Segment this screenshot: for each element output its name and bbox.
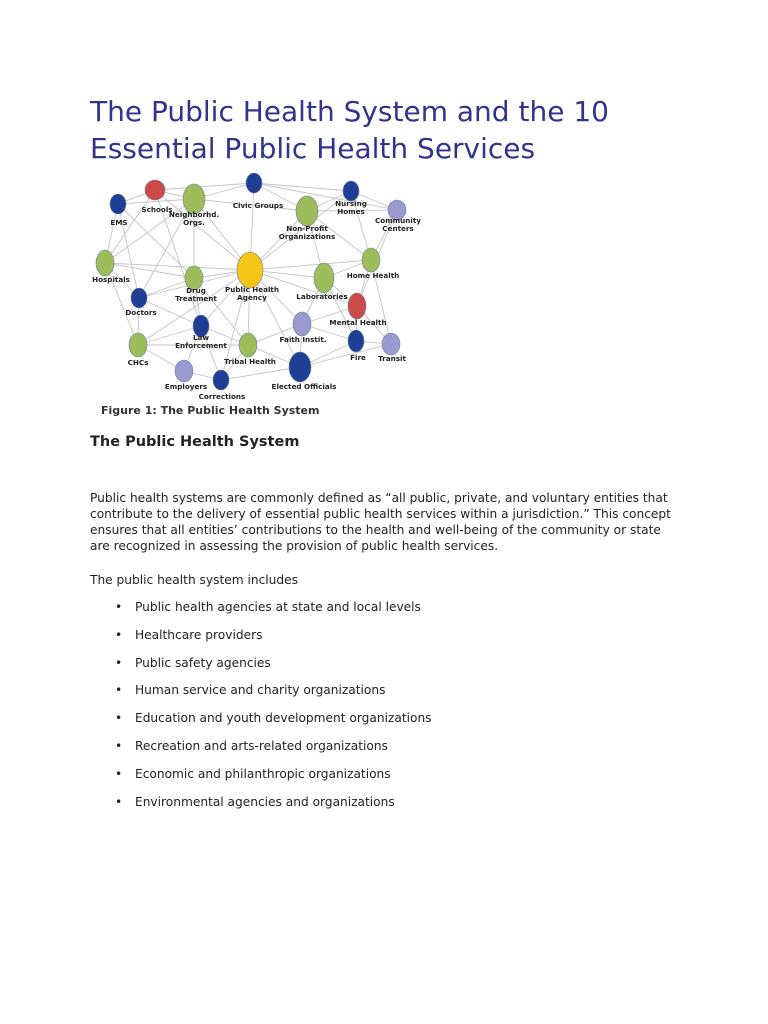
node-label-schools: Schools <box>141 205 173 214</box>
bullet-icon: • <box>115 683 123 698</box>
node-chcs <box>129 333 147 357</box>
node-doctors <box>131 288 147 308</box>
node-tribal <box>239 333 257 357</box>
bullet-icon: • <box>115 738 123 753</box>
list-item <box>90 599 432 627</box>
list-intro: The public health system includes <box>90 573 298 587</box>
node-label-hospitals: Hospitals <box>92 275 130 284</box>
list-item-text: Education and youth development organizations <box>135 711 432 726</box>
list-item <box>90 710 432 738</box>
node-label-fire: Fire <box>350 353 366 362</box>
node-label-civic: Civic Groups <box>232 201 284 210</box>
node-ems <box>110 194 126 214</box>
list-item <box>90 738 432 766</box>
entity-list <box>90 599 432 821</box>
node-label-tribal: Tribal Health <box>224 357 276 366</box>
node-civic <box>246 173 262 193</box>
node-label-ems: EMS <box>110 218 128 227</box>
network-edge <box>221 367 300 380</box>
list-item <box>90 627 432 655</box>
list-item-text: Public health agencies at state and local levels <box>135 600 421 614</box>
list-item-text: Human service and charity organizations <box>135 683 386 698</box>
node-label-labs: Laboratories <box>296 292 348 301</box>
node-label-faith: Faith Instit. <box>279 335 327 344</box>
node-schools <box>145 180 165 200</box>
public-health-system-figure <box>88 168 438 423</box>
node-label-community: Community Centers <box>374 216 422 233</box>
list-item-text: Environmental agencies and organizations <box>135 794 395 809</box>
bullet-icon: • <box>115 794 123 809</box>
list-item-text: Economic and philanthropic organizations <box>135 766 391 781</box>
node-label-mental: Mental Health <box>329 318 387 327</box>
list-item-text: Public safety agencies <box>135 655 271 670</box>
node-label-neighborhood: Neighborhd. Orgs. <box>168 210 220 227</box>
node-label-chcs: CHCs <box>127 358 149 367</box>
node-label-agency: Public Health Agency <box>225 285 279 302</box>
node-nursing <box>343 181 359 201</box>
list-item <box>90 766 432 794</box>
node-label-doctors: Doctors <box>125 308 157 317</box>
node-nonprofit <box>296 196 318 226</box>
list-item <box>90 655 432 683</box>
bullet-icon: • <box>115 655 123 670</box>
node-label-elected: Elected Officials <box>271 382 337 391</box>
list-item <box>90 682 432 710</box>
bullet-icon: • <box>115 766 123 781</box>
node-label-nonprofit: Non-Profit Organizations <box>278 224 336 241</box>
node-homehealth <box>362 248 380 272</box>
node-label-employers: Employers <box>164 382 208 391</box>
definition-paragraph: Public health systems are commonly defined as “all public, private, and voluntary entities that contribute to the delivery of essential public health services within a jurisdiction.” This concept ensures that all entities’ contributions to the health and well-being of the community or state are recognized in assessing the provision of public health services. <box>90 491 671 553</box>
network-edge <box>254 183 351 191</box>
list-item <box>90 794 432 822</box>
node-elected <box>289 352 311 382</box>
node-label-corrections: Corrections <box>198 392 246 401</box>
node-label-law: Law Enforcement <box>175 333 227 350</box>
node-label-transit: Transit <box>378 354 406 363</box>
node-fire <box>348 330 364 352</box>
list-item-text: Recreation and arts-related organizations <box>135 738 388 753</box>
node-agency <box>237 252 263 288</box>
node-hospitals <box>96 250 114 276</box>
network-diagram <box>88 168 438 403</box>
list-item-text: Healthcare providers <box>135 627 263 642</box>
node-employers <box>175 360 193 382</box>
node-labs <box>314 263 334 293</box>
section-heading: The Public Health System <box>90 434 300 450</box>
figure-caption: Figure 1: The Public Health System <box>101 404 320 417</box>
document-title: The Public Health System and the 10 Essential Public Health Services <box>90 95 609 165</box>
node-faith <box>293 312 311 336</box>
bullet-icon: • <box>115 711 123 726</box>
node-label-drug: Drug Treatment <box>175 286 217 303</box>
node-label-homehealth: Home Health <box>346 271 400 280</box>
bullet-icon: • <box>115 600 123 614</box>
node-transit <box>382 333 400 355</box>
node-mental <box>348 293 366 319</box>
node-corrections <box>213 370 229 390</box>
network-edge <box>250 260 371 270</box>
bullet-icon: • <box>115 627 123 642</box>
node-label-nursing: Nursing Homes <box>335 199 367 216</box>
